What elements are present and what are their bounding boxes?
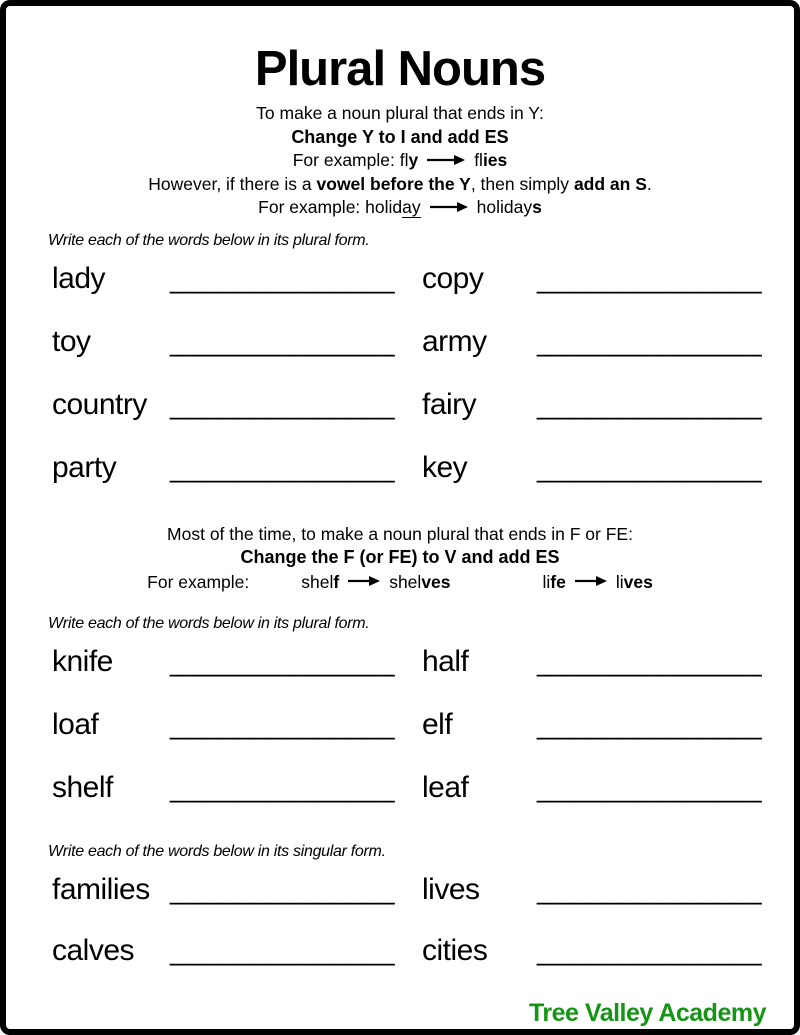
- example-result-bold: ves: [623, 571, 653, 592]
- rule-y-rule: Change Y to I and add ES: [291, 126, 509, 147]
- answer-blank-left: ______________: [170, 708, 396, 740]
- brand-logo-text: Tree Valley Academy: [529, 998, 766, 1027]
- word-row: [52, 388, 794, 451]
- instruction-plural-1: Write each of the words below in its plural form.: [48, 231, 370, 249]
- word-left: families: [52, 872, 150, 906]
- arrow-right-icon: [426, 154, 466, 166]
- example-word-bold: f: [333, 571, 340, 592]
- word-right: elf: [422, 707, 453, 741]
- answer-blank-left: ______________: [170, 262, 396, 294]
- example-result-base: shel: [389, 571, 422, 592]
- example-label: For example:: [292, 150, 400, 170]
- answer-blank-right: ______________: [537, 873, 763, 905]
- rule-y-example-1: [6, 149, 794, 173]
- instruction-plural-2: Write each of the words below in its plural form.: [48, 614, 370, 632]
- word-left: loaf: [52, 707, 99, 741]
- answer-blank-left: ______________: [170, 325, 396, 357]
- word-left: lady: [52, 261, 106, 295]
- example-word-bold: fe: [550, 571, 566, 592]
- rule-y-intro: To make a noun plural that ends in Y:: [256, 103, 544, 123]
- word-right: cities: [422, 933, 488, 967]
- word-row: [52, 708, 794, 771]
- answer-blank-left: ______________: [170, 451, 396, 483]
- page-title: Plural Nouns: [254, 42, 546, 96]
- instruction-singular: Write each of the words below in its singular form.: [48, 842, 386, 860]
- rule-y-block: [6, 102, 794, 220]
- example-label: For example:: [258, 197, 366, 217]
- rule-y-example-2: [6, 196, 794, 220]
- word-right: fairy: [422, 387, 477, 421]
- however-text-2: , then simply: [470, 173, 574, 194]
- answer-blank-right: ______________: [537, 325, 763, 357]
- however-text: However, if there is a: [148, 173, 317, 194]
- word-right: half: [422, 644, 469, 678]
- example-word-base: holid: [365, 197, 403, 217]
- word-left: knife: [52, 644, 113, 678]
- example-result-bold: ies: [482, 150, 508, 170]
- answer-blank-right: ______________: [537, 262, 763, 294]
- word-row: [52, 934, 794, 995]
- however-period: .: [646, 173, 652, 194]
- word-left: shelf: [52, 770, 113, 804]
- answer-blank-left: ______________: [170, 934, 396, 966]
- arrow-right-icon: [574, 575, 608, 587]
- word-row: [52, 771, 794, 834]
- word-left: calves: [52, 933, 135, 967]
- example-word-base: fl: [399, 150, 409, 170]
- word-section-2: [52, 645, 794, 834]
- word-section-3: [52, 873, 794, 995]
- example-result-base: li: [615, 571, 624, 592]
- answer-blank-right: ______________: [537, 771, 763, 803]
- rule-f-rule: Change the F (or FE) to V and add ES: [240, 547, 560, 567]
- word-left: party: [52, 450, 117, 484]
- word-right: lives: [422, 872, 480, 906]
- example-label: For example:: [147, 571, 250, 592]
- rule-f-intro: Most of the time, to make a noun plural that ends in F or FE:: [167, 523, 633, 544]
- answer-blank-left: ______________: [170, 873, 396, 905]
- example-shelf: [301, 570, 450, 594]
- word-right: copy: [422, 261, 484, 295]
- example-word-underlined: ay: [402, 197, 421, 217]
- word-right: army: [422, 324, 487, 358]
- example-result-base: fl: [474, 150, 483, 170]
- word-row: [52, 451, 794, 514]
- answer-blank-left: ______________: [170, 645, 396, 677]
- word-left: country: [52, 387, 147, 421]
- rule-f-examples: [6, 570, 794, 594]
- answer-blank-right: ______________: [537, 934, 763, 966]
- rule-f-block: [6, 523, 794, 594]
- answer-blank-left: ______________: [170, 771, 396, 803]
- example-life: [543, 570, 653, 594]
- answer-blank-right: ______________: [537, 388, 763, 420]
- word-right: leaf: [422, 770, 469, 804]
- example-word-base: shel: [301, 571, 334, 592]
- word-row: [52, 262, 794, 325]
- answer-blank-right: ______________: [537, 645, 763, 677]
- word-row: [52, 873, 794, 934]
- however-bold-1: vowel before the Y: [316, 173, 471, 194]
- rule-y-however: [6, 173, 794, 197]
- word-row: [52, 325, 794, 388]
- example-result-base: holiday: [476, 197, 533, 217]
- word-right: key: [422, 450, 468, 484]
- arrow-right-icon: [347, 575, 381, 587]
- arrow-right-icon: [429, 201, 469, 213]
- example-result-bold: s: [532, 197, 542, 217]
- word-left: toy: [52, 324, 91, 358]
- example-word-bold: y: [408, 150, 419, 170]
- answer-blank-right: ______________: [537, 451, 763, 483]
- answer-blank-right: ______________: [537, 708, 763, 740]
- answer-blank-left: ______________: [170, 388, 396, 420]
- word-section-1: [52, 262, 794, 514]
- however-bold-2: add an S: [573, 173, 647, 194]
- example-word-base: li: [542, 571, 551, 592]
- word-row: [52, 645, 794, 708]
- example-result-bold: ves: [421, 571, 451, 592]
